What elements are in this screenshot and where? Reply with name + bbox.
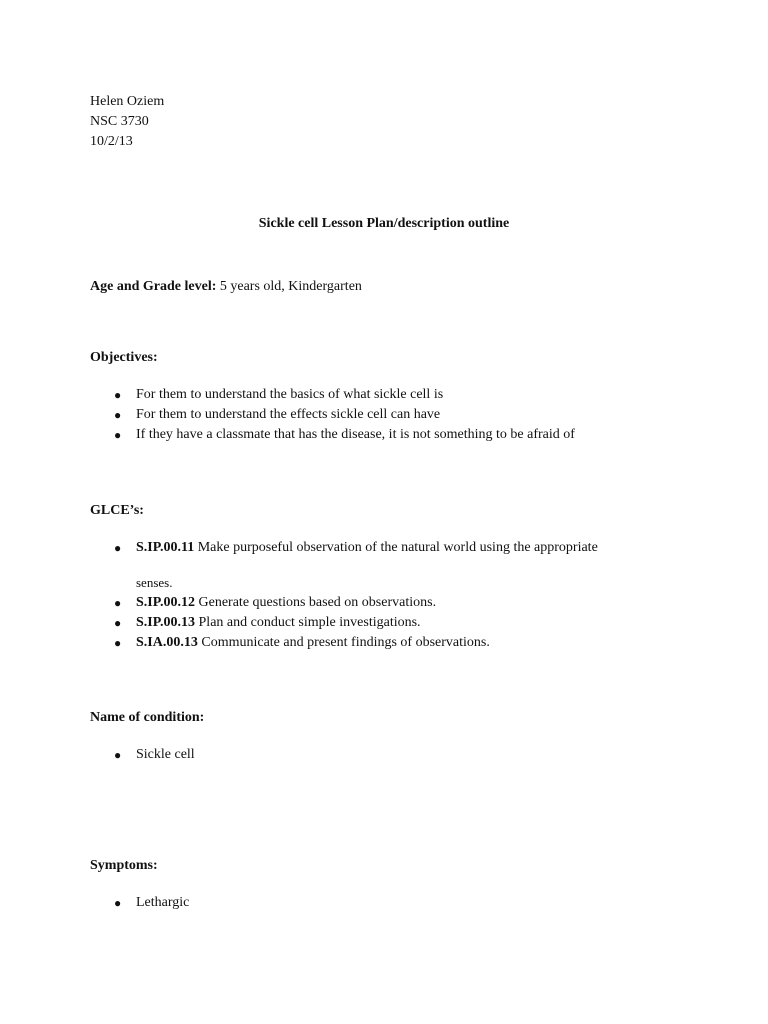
objective-text: For them to understand the basics of what sickle cell is	[136, 387, 444, 402]
list-item	[114, 633, 490, 653]
glce-code: S.IP.00.12	[136, 595, 196, 610]
list-item	[114, 425, 575, 445]
glce-text: Communicate and present findings of observations.	[197, 635, 490, 650]
list-item	[114, 538, 598, 558]
objective-text: If they have a classmate that has the disease, it is not something to be afraid of	[136, 427, 575, 442]
glce-text: Generate questions based on observations.	[195, 595, 437, 610]
bullet-icon: ●	[114, 388, 122, 402]
list-item	[114, 593, 437, 613]
age-grade-value: 5 years old, Kindergarten	[216, 279, 362, 294]
list-item	[114, 893, 190, 913]
bullet-icon: ●	[114, 596, 122, 610]
condition-text: Sickle cell	[136, 747, 195, 762]
list-item	[114, 745, 195, 765]
symptoms-heading: Symptoms:	[90, 858, 158, 873]
list-item	[114, 385, 444, 405]
bullet-icon: ●	[114, 636, 122, 650]
document-title: Sickle cell Lesson Plan/description outline	[258, 216, 510, 231]
glce-text: Plan and conduct simple investigations.	[195, 615, 421, 630]
document-date: 10/2/13	[90, 134, 133, 149]
bullet-icon: ●	[114, 408, 122, 422]
glce-code: S.IA.00.13	[136, 635, 198, 650]
glce-code: S.IP.00.11	[136, 540, 195, 555]
list-item	[114, 405, 441, 425]
glce-text-continuation: senses.	[136, 575, 173, 590]
glces-heading: GLCE’s:	[90, 503, 144, 518]
condition-heading: Name of condition:	[90, 710, 205, 725]
objectives-heading: Objectives:	[90, 350, 158, 365]
bullet-icon: ●	[114, 748, 122, 762]
bullet-icon: ●	[114, 616, 122, 630]
glce-code: S.IP.00.13	[136, 615, 196, 630]
list-item-continuation	[136, 573, 172, 593]
age-grade-label: Age and Grade level:	[90, 279, 217, 294]
course-code: NSC 3730	[90, 114, 149, 129]
bullet-icon: ●	[114, 896, 122, 910]
author-name: Helen Oziem	[90, 94, 165, 109]
bullet-icon: ●	[114, 428, 122, 442]
bullet-icon: ●	[114, 541, 122, 555]
symptom-text: Lethargic	[136, 895, 190, 910]
objective-text: For them to understand the effects sickle cell can have	[136, 407, 441, 422]
glce-text: Make purposeful observation of the natural world using the appropriate	[194, 540, 598, 555]
age-grade-line	[90, 277, 362, 297]
list-item	[114, 613, 421, 633]
